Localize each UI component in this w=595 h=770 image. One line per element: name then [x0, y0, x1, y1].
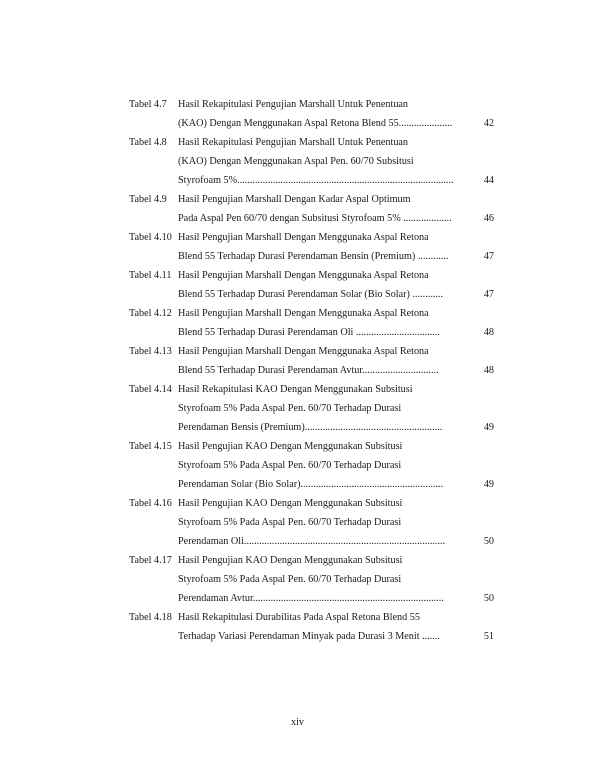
table-title-text: Hasil Pengujian KAO Dengan Menggunakan Subsitusi	[178, 498, 403, 509]
table-title-text: Perendaman Bensis (Premium)......................................................	[178, 422, 443, 433]
table-title-text: (KAO) Dengan Menggunakan Aspal Retona Blend 55.....................	[178, 118, 453, 129]
table-title-text: Perendaman Avtur...........................................................................	[178, 593, 444, 604]
table-title-text: Hasil Rekapitulasi KAO Dengan Menggunakan Subsitusi	[178, 384, 413, 395]
table-title-text: Blend 55 Terhadap Durasi Perendaman Avtur..............................	[178, 365, 439, 376]
page-ref: 51	[483, 631, 494, 642]
page-ref: 46	[483, 213, 494, 224]
table-label: Tabel 4.10	[129, 232, 172, 243]
table-title-text: Blend 55 Terhadap Durasi Perendaman Bensin (Premium) ............	[178, 251, 449, 262]
table-title-text: Perendaman Oli...............................................................................	[178, 536, 446, 547]
table-title-text: Perendaman Solar (Bio Solar)........................................................	[178, 479, 444, 490]
table-title-text: Terhadap Variasi Perendaman Minyak pada Durasi 3 Menit .......	[178, 631, 440, 642]
table-title-text: Hasil Pengujian Marshall Dengan Kadar Aspal Optimum	[178, 194, 411, 205]
table-label: Tabel 4.17	[129, 555, 172, 566]
table-label: Tabel 4.11	[129, 270, 172, 281]
table-title-text: Hasil Pengujian KAO Dengan Menggunakan Subsitusi	[178, 555, 403, 566]
table-label: Tabel 4.7	[129, 99, 167, 110]
table-title-text: Styrofoam 5% Pada Aspal Pen. 60/70 Terhadap Durasi	[178, 517, 402, 528]
page-ref: 44	[483, 175, 494, 186]
page-ref: 50	[483, 536, 494, 547]
table-title-text: Hasil Pengujian Marshall Dengan Menggunaka Aspal Retona	[178, 308, 429, 319]
table-title-text: Styrofoam 5% Pada Aspal Pen. 60/70 Terhadap Durasi	[178, 403, 402, 414]
page-ref: 47	[483, 289, 494, 300]
table-label: Tabel 4.18	[129, 612, 172, 623]
table-label: Tabel 4.15	[129, 441, 172, 452]
table-title-text: Hasil Rekapitulasi Pengujian Marshall Untuk Penentuan	[178, 137, 409, 148]
table-label: Tabel 4.8	[129, 137, 167, 148]
table-title-text: Blend 55 Terhadap Durasi Perendaman Solar (Bio Solar) ............	[178, 289, 444, 300]
table-title-text: Hasil Pengujian Marshall Dengan Menggunaka Aspal Retona	[178, 270, 429, 281]
table-title-text: Hasil Rekapitulasi Pengujian Marshall Untuk Penentuan	[178, 99, 409, 110]
table-title-text: Styrofoam 5% Pada Aspal Pen. 60/70 Terhadap Durasi	[178, 574, 402, 585]
page-ref: 47	[483, 251, 494, 262]
table-title-text: Styrofoam 5% Pada Aspal Pen. 60/70 Terhadap Durasi	[178, 460, 402, 471]
page-ref: 49	[483, 422, 494, 433]
page-ref: 49	[483, 479, 494, 490]
table-label: Tabel 4.14	[129, 384, 172, 395]
page-number: xiv	[290, 717, 305, 728]
table-title-text: Pada Aspal Pen 60/70 dengan Subsitusi Styrofoam 5% ...................	[178, 213, 452, 224]
table-title-text: Hasil Pengujian Marshall Dengan Menggunaka Aspal Retona	[178, 346, 429, 357]
table-title-text: Hasil Rekapitulasi Durabilitas Pada Aspal Retona Blend 55	[178, 612, 420, 623]
table-title-text: Hasil Pengujian KAO Dengan Menggunakan Subsitusi	[178, 441, 403, 452]
table-title-text: Hasil Pengujian Marshall Dengan Menggunaka Aspal Retona	[178, 232, 429, 243]
table-title-text: Blend 55 Terhadap Durasi Perendaman Oli .................................	[178, 327, 440, 338]
table-title-text: (KAO) Dengan Menggunakan Aspal Pen. 60/70 Subsitusi	[178, 156, 414, 167]
page-ref: 42	[483, 118, 494, 129]
page-ref: 48	[483, 327, 494, 338]
table-label: Tabel 4.16	[129, 498, 172, 509]
table-title-text: Styrofoam 5%.....................................................................................	[178, 175, 454, 186]
page-ref: 48	[483, 365, 494, 376]
table-label: Tabel 4.9	[129, 194, 167, 205]
page-ref: 50	[483, 593, 494, 604]
table-label: Tabel 4.13	[129, 346, 172, 357]
table-label: Tabel 4.12	[129, 308, 172, 319]
